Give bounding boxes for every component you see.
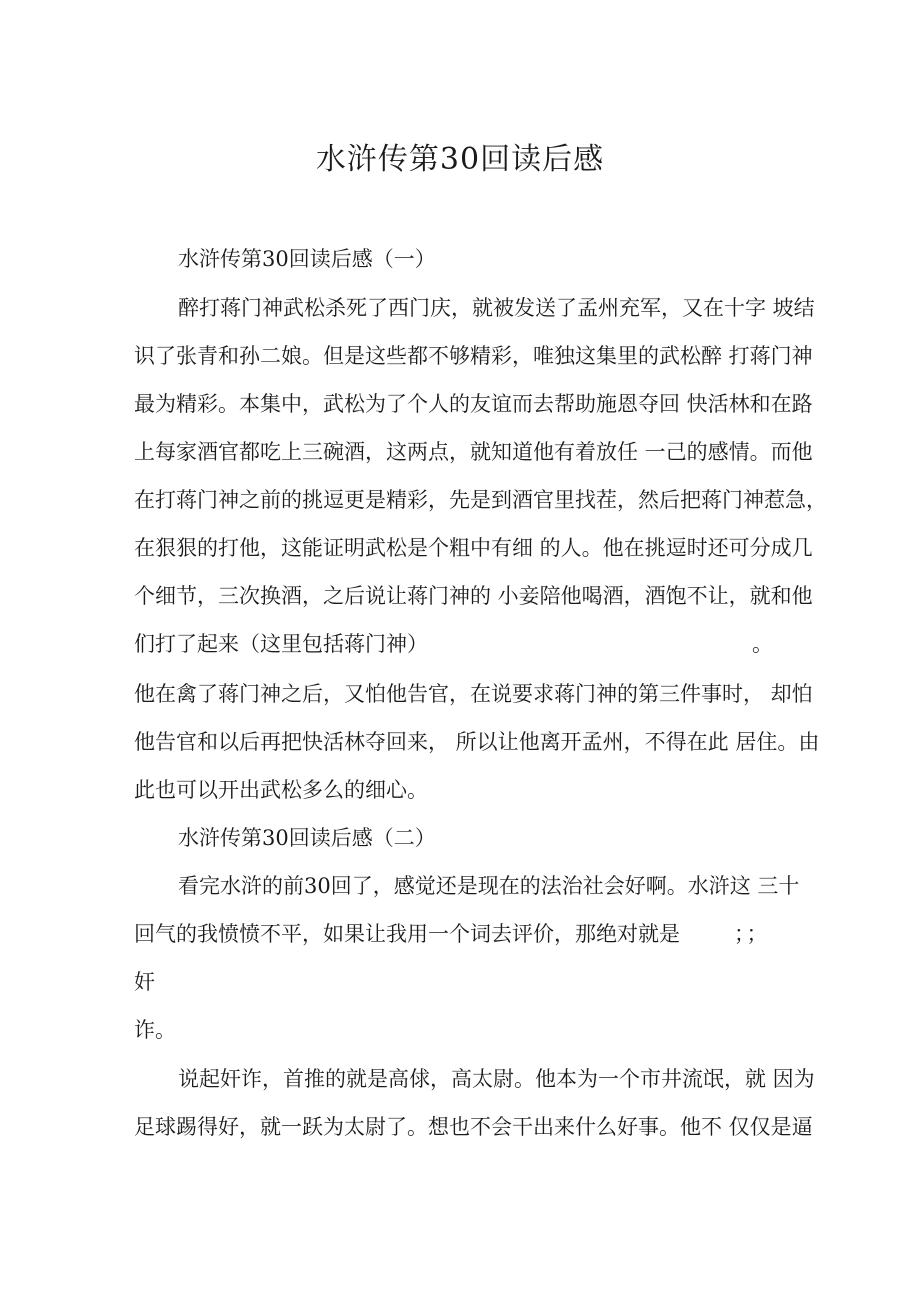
paragraph-line: 看完水浒的前30回了，感觉还是现在的法治社会好啊。水浒这 三十: [178, 874, 800, 898]
paragraph-line: 识了张青和孙二娘。但是这些都不够精彩，唯独这集里的武松醉 打蒋门神: [134, 344, 813, 368]
paragraph-line: 他告官和以后再把快活林夺回来， 所以让他离开孟州，不得在此 居住。由: [134, 730, 820, 754]
paragraph-line: 个细节，三次换酒，之后说让蒋门神的 小妾陪他喝酒，酒饱不让，就和他: [134, 584, 813, 608]
paragraph-line: 说起奸诈，首推的就是高俅，高太尉。他本为一个市井流氓，就 因为: [178, 1067, 815, 1091]
paragraph-line-end: ；；: [734, 922, 770, 946]
paragraph-line: 在打蒋门神之前的挑逗更是精彩，先是到酒官里找茬，然后把蒋门神惹急，: [134, 488, 827, 512]
paragraph-line: 诈。: [134, 1018, 176, 1042]
paragraph-line: 奸: [134, 970, 155, 994]
paragraph-line-text: 回气的我愤愤不平，如果让我用一个词去评价，那绝对就是: [134, 922, 680, 946]
section-heading-1: 水浒传第30回读后感（一）: [178, 247, 436, 271]
paragraph-line: 此也可以开出武松多么的细心。: [134, 778, 428, 802]
paragraph-line: 足球踢得好，就一跃为太尉了。想也不会干出来什么好事。他不 仅仅是逼: [134, 1115, 813, 1139]
paragraph-line: 上每家酒官都吃上三碗酒，这两点，就知道他有着放任 一己的感情。而他: [134, 440, 813, 464]
paragraph-line: [134, 919, 784, 949]
paragraph-line: 他在禽了蒋门神之后，又怕他告官，在说要求蒋门神的第三件事时， 却怕: [134, 682, 813, 706]
paragraph-line: [134, 629, 784, 659]
paragraph-line-end: 。: [752, 632, 773, 656]
document-title: 水浒传第30回读后感: [315, 142, 605, 177]
paragraph-line: 最为精彩。本集中，武松为了个人的友谊而去帮助施恩夺回 快活林和在路: [134, 392, 813, 416]
section-heading-2: 水浒传第30回读后感（二）: [178, 826, 436, 850]
paragraph-line: 在狠狠的打他，这能证明武松是个粗中有细 的人。他在挑逗时还可分成几: [134, 536, 813, 560]
paragraph-line: 醉打蒋门神武松杀死了西门庆，就被发送了孟州充军，又在十字 坡结: [178, 296, 815, 320]
paragraph-line-text: 们打了起来（这里包括蒋门神）: [134, 632, 428, 656]
